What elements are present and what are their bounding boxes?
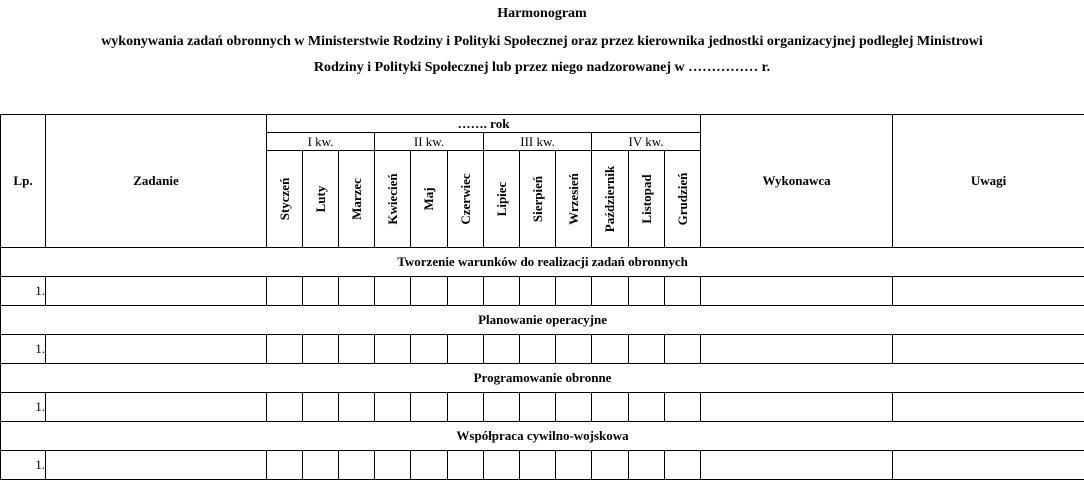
month-cell[interactable]	[556, 277, 592, 306]
month-label: Wrzesień	[565, 173, 581, 225]
table-row	[1, 277, 1084, 306]
month-header	[448, 151, 484, 248]
month-cell[interactable]	[592, 393, 629, 422]
document-subtitle-line-2: Rodziny i Polityki Społecznej lub przez niego nadzorowanej w …………… r.	[313, 60, 771, 75]
task-cell[interactable]	[46, 393, 267, 422]
month-cell[interactable]	[665, 393, 701, 422]
quarter-header: I kw.	[267, 133, 375, 151]
row-number: 1.	[1, 277, 46, 306]
month-cell[interactable]	[665, 277, 701, 306]
month-cell[interactable]	[484, 277, 520, 306]
month-cell[interactable]	[339, 451, 375, 480]
schedule-table	[0, 114, 1084, 480]
month-cell[interactable]	[520, 393, 556, 422]
month-label: Listopad	[638, 174, 654, 224]
column-header-uwagi: Uwagi	[893, 115, 1084, 248]
month-cell[interactable]	[303, 393, 339, 422]
month-cell[interactable]	[629, 335, 665, 364]
table-row	[1, 393, 1084, 422]
quarter-header: III kw.	[484, 133, 592, 151]
month-cell[interactable]	[411, 451, 448, 480]
month-header	[665, 151, 701, 248]
month-header	[411, 151, 448, 248]
month-cell[interactable]	[411, 277, 448, 306]
table-row	[1, 335, 1084, 364]
remarks-cell[interactable]	[893, 451, 1084, 480]
month-cell[interactable]	[665, 451, 701, 480]
month-cell[interactable]	[520, 277, 556, 306]
month-cell[interactable]	[411, 393, 448, 422]
month-label: Marzec	[348, 178, 364, 220]
month-label: Sierpień	[529, 175, 545, 223]
section-header: Współpraca cywilno-wojskowa	[1, 422, 1084, 451]
column-header-rok: ……. rok	[267, 115, 701, 133]
task-cell[interactable]	[46, 451, 267, 480]
document-title: Harmonogram	[497, 6, 587, 21]
month-label: Kwiecień	[384, 173, 400, 225]
remarks-cell[interactable]	[893, 277, 1084, 306]
month-cell[interactable]	[339, 335, 375, 364]
month-cell[interactable]	[484, 393, 520, 422]
month-cell[interactable]	[665, 335, 701, 364]
month-cell[interactable]	[629, 451, 665, 480]
month-cell[interactable]	[592, 451, 629, 480]
section-header: Programowanie obronne	[1, 364, 1084, 393]
executor-cell[interactable]	[701, 393, 893, 422]
month-cell[interactable]	[556, 335, 592, 364]
month-cell[interactable]	[592, 277, 629, 306]
month-cell[interactable]	[375, 393, 411, 422]
month-label: Luty	[312, 185, 328, 213]
month-label: Grudzień	[674, 172, 690, 226]
month-cell[interactable]	[303, 451, 339, 480]
month-cell[interactable]	[339, 277, 375, 306]
month-cell[interactable]	[629, 393, 665, 422]
executor-cell[interactable]	[701, 451, 893, 480]
month-cell[interactable]	[520, 335, 556, 364]
month-cell[interactable]	[556, 393, 592, 422]
month-cell[interactable]	[267, 393, 303, 422]
month-cell[interactable]	[411, 335, 448, 364]
month-header	[556, 151, 592, 248]
task-cell[interactable]	[46, 277, 267, 306]
month-header	[339, 151, 375, 248]
column-header-zadanie: Zadanie	[46, 115, 267, 248]
month-header	[267, 151, 303, 248]
month-cell[interactable]	[629, 277, 665, 306]
month-header	[592, 151, 629, 248]
month-label: Maj	[421, 187, 436, 211]
remarks-cell[interactable]	[893, 335, 1084, 364]
month-cell[interactable]	[484, 451, 520, 480]
quarter-header: II kw.	[375, 133, 484, 151]
month-cell[interactable]	[520, 451, 556, 480]
month-cell[interactable]	[267, 335, 303, 364]
month-label: Styczeń	[276, 177, 292, 221]
executor-cell[interactable]	[701, 335, 893, 364]
month-cell[interactable]	[556, 451, 592, 480]
remarks-cell[interactable]	[893, 393, 1084, 422]
month-cell[interactable]	[375, 277, 411, 306]
quarter-header: IV kw.	[592, 133, 701, 151]
month-label: Lipiec	[493, 181, 509, 217]
section-header: Tworzenie warunków do realizacji zadań obronnych	[1, 248, 1084, 277]
month-cell[interactable]	[484, 335, 520, 364]
month-cell[interactable]	[375, 451, 411, 480]
month-cell[interactable]	[303, 335, 339, 364]
month-cell[interactable]	[375, 335, 411, 364]
table-row	[1, 451, 1084, 480]
column-header-lp: Lp.	[1, 115, 46, 248]
month-label: Czerwiec	[457, 173, 473, 225]
task-cell[interactable]	[46, 335, 267, 364]
document-subtitle-line-1: wykonywania zadań obronnych w Ministerstwie Rodziny i Polityki Społecznej oraz przez kierownika jednostki organizacyjnej podległej Ministrowi	[101, 34, 983, 49]
month-header	[520, 151, 556, 248]
row-number: 1.	[1, 451, 46, 480]
month-cell[interactable]	[448, 393, 484, 422]
section-header: Planowanie operacyjne	[1, 306, 1084, 335]
month-cell[interactable]	[448, 277, 484, 306]
row-number: 1.	[1, 393, 46, 422]
month-header	[484, 151, 520, 248]
month-cell[interactable]	[592, 335, 629, 364]
month-cell[interactable]	[448, 451, 484, 480]
month-cell[interactable]	[448, 335, 484, 364]
month-header	[303, 151, 339, 248]
month-label: Październik	[602, 165, 617, 233]
month-header	[629, 151, 665, 248]
month-cell[interactable]	[267, 277, 303, 306]
month-cell[interactable]	[267, 451, 303, 480]
month-cell[interactable]	[339, 393, 375, 422]
month-header	[375, 151, 411, 248]
month-cell[interactable]	[303, 277, 339, 306]
row-number: 1.	[1, 335, 46, 364]
executor-cell[interactable]	[701, 277, 893, 306]
column-header-wykonawca: Wykonawca	[701, 115, 893, 248]
